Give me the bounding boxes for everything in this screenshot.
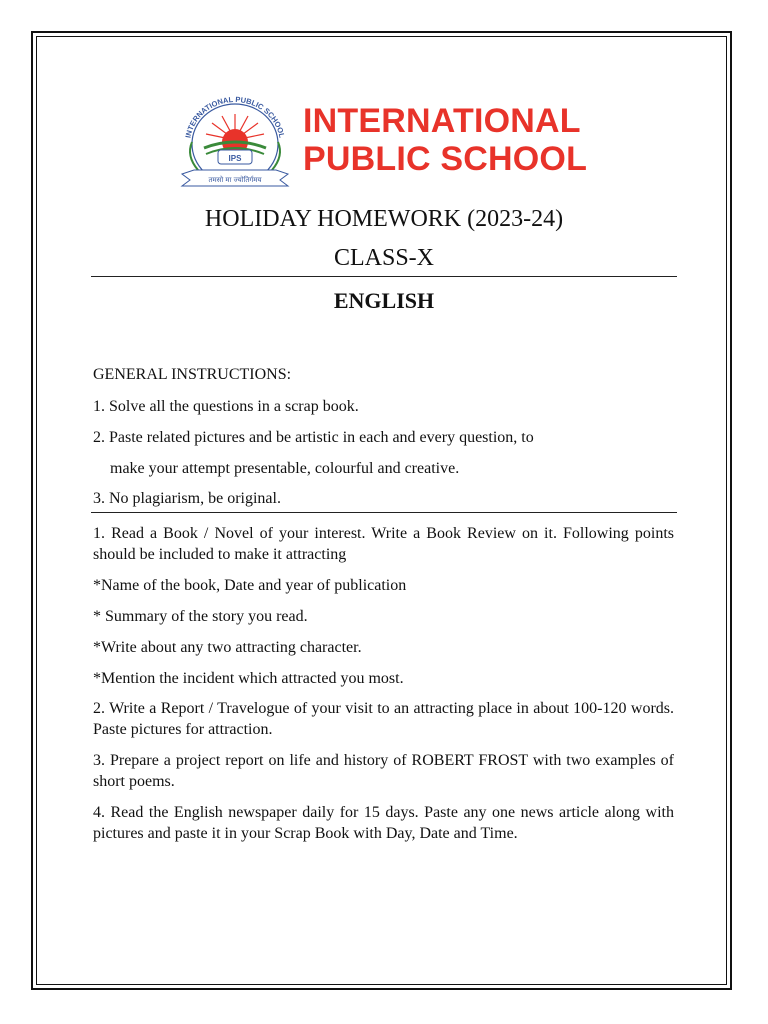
logo-initials: IPS	[228, 154, 242, 163]
instructions-heading: GENERAL INSTRUCTIONS:	[93, 366, 292, 383]
instruction-item: 3. No plagiarism, be original.	[93, 490, 281, 507]
task-item: 1. Read a Book / Novel of your interest. Write a Book Review on it. Following points should be included to make it attracting	[93, 525, 674, 563]
task-item: 3. Prepare a project report on life and history of ROBERT FROST with two examples of short poems.	[93, 752, 674, 790]
school-header	[176, 92, 596, 192]
task-item: *Name of the book, Date and year of publication	[93, 577, 407, 594]
school-logo	[176, 92, 294, 190]
homework-title: HOLIDAY HOMEWORK (2023-24)	[204, 206, 564, 232]
logo-ring-text: INTERNATIONAL PUBLIC SCHOOL	[183, 94, 287, 139]
instruction-item: 1. Solve all the questions in a scrap book.	[93, 398, 359, 415]
divider	[91, 276, 677, 277]
task-item: 2. Write a Report / Travelogue of your visit to an attracting place in about 100-120 words. Paste pictures for attraction.	[93, 700, 674, 738]
instruction-item: make your attempt presentable, colourful and creative.	[110, 460, 460, 477]
school-name-line1: INTERNATIONAL	[303, 102, 581, 140]
school-name-line2: PUBLIC SCHOOL	[303, 140, 588, 178]
task-item: * Summary of the story you read.	[93, 608, 308, 625]
task-item: *Mention the incident which attracted you most.	[93, 670, 404, 687]
divider	[91, 512, 677, 513]
instruction-item: 2. Paste related pictures and be artistic in each and every question, to	[93, 429, 534, 446]
logo-motto: तमसो मा ज्योतिर्गमय	[208, 176, 262, 184]
subject-heading: ENGLISH	[333, 288, 435, 313]
class-label: CLASS-X	[333, 245, 435, 271]
task-item: *Write about any two attracting character.	[93, 639, 362, 656]
school-name	[303, 102, 587, 178]
task-item: 4. Read the English newspaper daily for 15 days. Paste any one news article along with pictures and paste it in your Scrap Book with Day, Date and Time.	[93, 804, 674, 842]
